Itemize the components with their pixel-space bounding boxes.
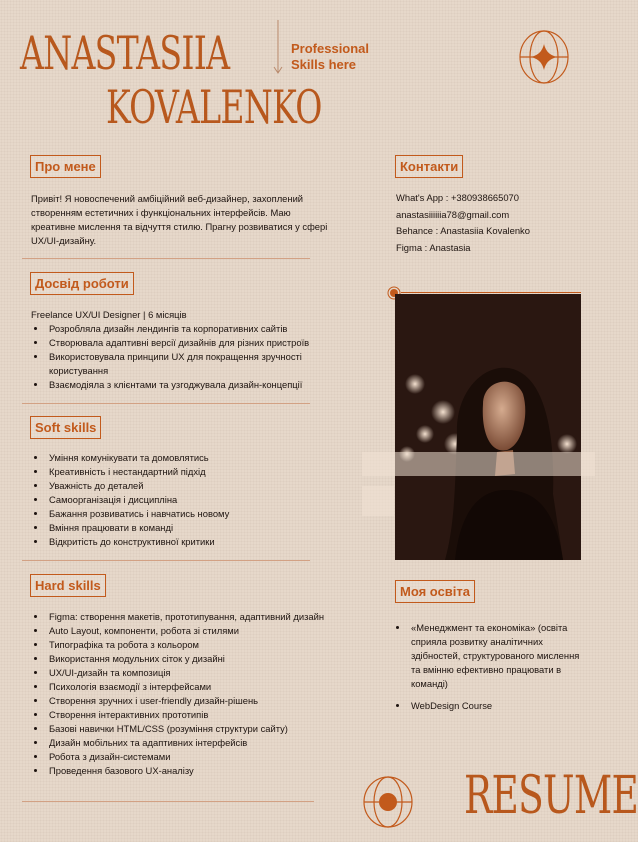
photo-top-line	[401, 292, 581, 293]
list-item: • Проведення базового UX-аналізу	[47, 764, 347, 778]
contacts-block	[396, 190, 586, 256]
arrow-down-icon	[272, 20, 284, 76]
list-item: • Вміння працювати в команді	[47, 521, 347, 535]
list-item: • Базові навички HTML/CSS (розуміння структури сайту)	[47, 722, 347, 736]
list-item: • Auto Layout, компоненти, робота зі стилями	[47, 624, 347, 638]
experience-list	[25, 322, 347, 392]
tagline-line1: Professional	[291, 41, 370, 56]
last-name: KOVALENKO	[106, 80, 322, 134]
photo-overlay-band	[362, 452, 595, 476]
list-item: • Уважність до деталей	[47, 479, 347, 493]
about-text: Привіт! Я новоспечений амбіційний веб-дизайнер, захоплений створенням естетичних і функціональних інтерфейсів. Маю креативне мислення та відчуття стилю. Прагну розвиватися у сфері UX/UI-дизайну.	[31, 193, 328, 246]
experience-position: Freelance UX/UI Designer | 6 місяців	[31, 309, 187, 320]
list-item: • Використання модульних сіток у дизайні	[47, 652, 347, 666]
contacts-title: Контакти	[395, 155, 463, 178]
tagline-line2: Skills here	[291, 57, 357, 72]
ornament-icon	[517, 30, 571, 84]
list-item: • Створювала адаптивні версії дизайнів для різних пристроїв	[47, 336, 347, 350]
tagline	[291, 41, 369, 73]
list-item: • Створення зручних і user-friendly дизайн-рішень	[47, 694, 347, 708]
education-title: Моя освіта	[395, 580, 475, 603]
list-item: • Взаємодіяла з клієнтами та узгоджувала дизайн-концепції	[47, 378, 347, 392]
list-item: • Створення інтерактивних прототипів	[47, 708, 347, 722]
first-name: ANASTASIIA	[20, 26, 230, 80]
experience-title: Досвід роботи	[30, 272, 134, 295]
divider	[22, 258, 310, 259]
about-title: Про мене	[30, 155, 101, 178]
photo-overlay-band	[362, 486, 394, 516]
list-item: • Психологія взаємодії з інтерфейсами	[47, 680, 347, 694]
list-item: • WebDesign Course	[409, 699, 589, 713]
divider	[22, 403, 310, 404]
resume-word: RESUME	[464, 766, 638, 826]
list-item: • Дизайн мобільних та адаптивних інтерфейсів	[47, 736, 347, 750]
list-item: • Креативність і нестандартний підхід	[47, 465, 347, 479]
education-list	[387, 621, 589, 713]
portrait-photo	[395, 294, 581, 560]
contact-email[interactable]: anastasiiiiiia78@gmail.com	[396, 208, 510, 220]
list-item: • Самоорганізація і дисципліна	[47, 493, 347, 507]
list-item: • Відкритість до конструктивної критики	[47, 535, 347, 549]
divider	[22, 560, 310, 561]
contact-whatsapp[interactable]: What's App : +380938665070	[396, 192, 519, 203]
list-item: • Типографіка та робота з кольором	[47, 638, 347, 652]
list-item: • Бажання розвиватись і навчатись новому	[47, 507, 347, 521]
list-item: • Використовувала принципи UX для покращення зручності користування	[47, 350, 347, 378]
divider	[22, 801, 314, 802]
hard-skills-list	[25, 610, 347, 778]
list-item: • UX/UI-дизайн та композиція	[47, 666, 347, 680]
contact-behance[interactable]: Behance : Anastasiia Kovalenko	[396, 225, 530, 236]
soft-skills-title: Soft skills	[30, 416, 101, 439]
list-item: • Figma: створення макетів, прототипування, адаптивний дизайн	[47, 610, 347, 624]
contact-figma[interactable]: Figma : Anastasia	[396, 241, 471, 253]
hard-skills-title: Hard skills	[30, 574, 106, 597]
list-item: • Розробляла дизайн лендингів та корпоративних сайтів	[47, 322, 347, 336]
list-item: • «Менеджмент та економіка» (освіта сприяла розвитку аналітичних здібностей, структурованого мислення та вмінню ефективно працювати в команді)	[409, 621, 589, 691]
soft-skills-list	[25, 451, 347, 549]
list-item: • Робота з дизайн-системами	[47, 750, 347, 764]
list-item: • Уміння комунікувати та домовлятись	[47, 451, 347, 465]
ornament-circle-icon	[362, 776, 414, 828]
